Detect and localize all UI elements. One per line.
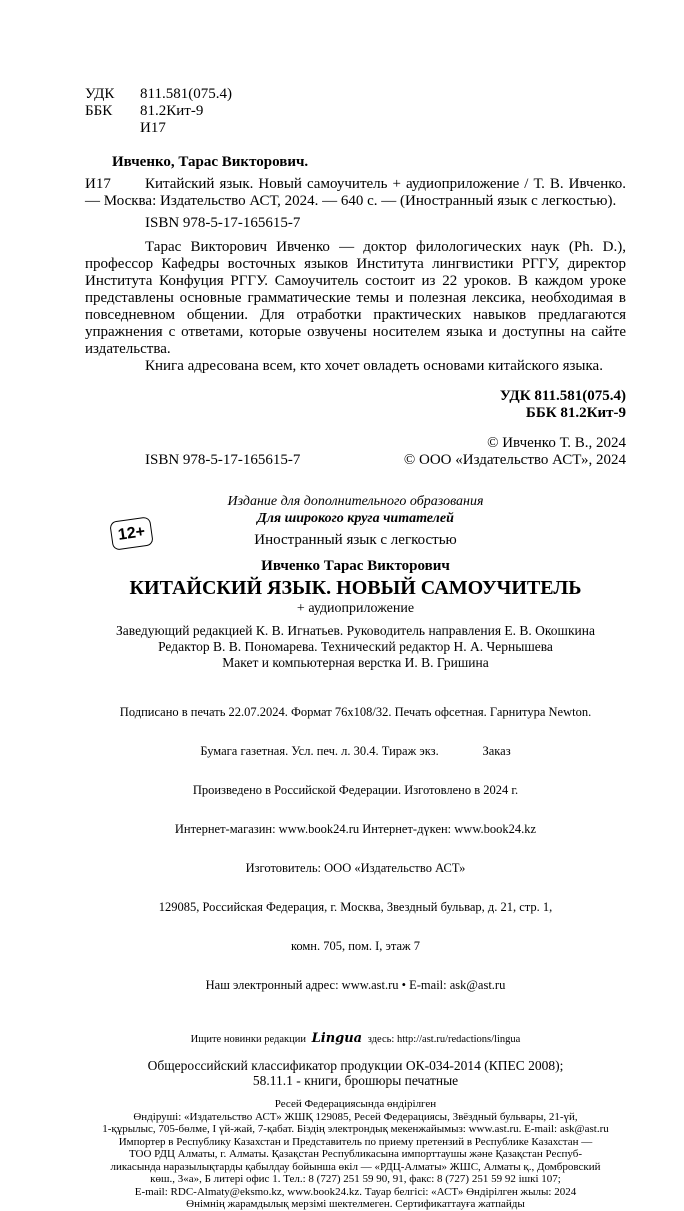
book-author: Ивченко Тарас Викторович [261, 558, 450, 574]
kazakh-line-2: Өндіруші: «Издательство АСТ» ЖШҚ 129085, Ресей Федерациясы, Звёздный бульвары, 21-үй, [133, 1110, 578, 1123]
imprint-line-3: Произведено в Российской Федерации. Изготовлено в 2024 г. [192, 783, 519, 797]
bbk-row [85, 103, 626, 120]
book-title: КИТАЙСКИЙ ЯЗЫК. НОВЫЙ САМОУЧИТЕЛЬ [129, 577, 582, 599]
imprint-block [85, 680, 626, 1018]
kazakh-line-3: 1-құрылыс, 705-бөлме, I үй-жай, 7-қабат. Біздің электрондық мекенжайымыз: www.ast.ru. E-mail: ask@ast.ru [102, 1123, 609, 1135]
author-heading: Ивченко, Тарас Викторович. [112, 154, 309, 170]
imprint-page [85, 86, 626, 1211]
imprint-line-7: комн. 705, пом. I, этаж 7 [290, 939, 421, 953]
udk-value: 811.581(075.4) [140, 86, 232, 102]
staff-line-1: Заведующий редакцией К. В. Игнатьев. Руководитель направления Е. В. Окошкина [116, 623, 595, 638]
imprint-line-8: Наш электронный адрес: www.ast.ru • E-mail: ask@ast.ru [205, 978, 506, 992]
imprint-line-1: Подписано в печать 22.07.2024. Формат 76х108/32. Печать офсетная. Гарнитура Newton. [119, 705, 592, 719]
imprint-line-6: 129085, Российская Федерация, г. Москва, Звездный бульвар, д. 21, стр. 1, [158, 900, 553, 914]
kazakh-block [85, 1098, 626, 1211]
annotation-paragraph-2: Книга адресована всем, кто хочет овладеть основами китайского языка. [145, 358, 603, 374]
udk-bold: УДК 811.581(075.4) [499, 388, 626, 404]
classifier-line-2: 58.11.1 - книги, брошюры печатные [252, 1073, 459, 1088]
edition-section [85, 493, 626, 549]
copyright-block [404, 435, 626, 469]
catalog-text: Китайский язык. Новый самоучитель + аудиоприложение / Т. В. Ивченко. — Москва: Издательство АСТ, 2024. — 640 с. — (Иностранный язык с легкостью). [85, 176, 626, 209]
lingua-logo-icon: Lingua [311, 1031, 363, 1046]
age-rating-badge: 12+ [109, 516, 154, 550]
kazakh-line-7: көш., 3«а», Б литері офис 1. Тел.: 8 (727) 251 59 90, 91, факс: 8 (727) 251 59 92 ішкі 107; [150, 1173, 561, 1185]
udk-label: УДК [85, 86, 115, 102]
annotation-paragraph-1: Тарас Викторович Ивченко — доктор филологических наук (Ph. D.), профессор Кафедры восточных языков Института лингвистики РГГУ, директор Института Конфуция РГГУ. Самоучитель состоит из 22 уроков. В каждом уроке представлены основные грамматические темы и полезная лексика, необходимая в повседневном общении. Для отработки практических навыков предлагаются упражнения с ответами, которые озвучены носителем языка и доступны на сайте издательства. [85, 239, 626, 357]
kazakh-line-6: ликасында наразылықтарды қабылдау бойынша өкіл — «РДЦ-Алматы» ЖШС, Алматы қ., Домбровский [110, 1160, 601, 1173]
catalog-code: И17 [85, 176, 111, 192]
imprint-line-4: Интернет-магазин: www.book24.ru Интернет-дүкен: www.book24.kz [174, 822, 537, 836]
kazakh-line-8: E-mail: RDC-Almaty@eksmo.kz, www.book24.kz. Тауар белгісі: «АСТ» Өндірілген жылы: 2024 [134, 1185, 577, 1198]
lingua-line [85, 1030, 626, 1048]
classification-block [85, 86, 626, 137]
copyright-publisher: © ООО «Издательство АСТ», 2024 [403, 452, 626, 468]
kazakh-line-5: ТОО РДЦ Алматы, г. Алматы. Қазақстан Республикасына импорттаушы және Қазақстан Респуб- [128, 1148, 583, 1160]
staff-line-2: Редактор В. В. Пономарева. Технический редактор Н. А. Чернышева [158, 639, 553, 654]
udk-row [85, 86, 626, 103]
classifier-block [85, 1058, 626, 1088]
bbk-bold: ББК 81.2Кит-9 [525, 405, 626, 421]
isbn-top: ISBN 978-5-17-165615-7 [145, 215, 301, 231]
kazakh-line-9: Өнімнің жарамдылық мерзімі шектелмеген. Сертификаттауға жатпайды [186, 1198, 525, 1210]
bbk-label: ББК [85, 103, 113, 119]
lingua-prefix: Ищите новинки редакции [190, 1034, 306, 1045]
catalog-entry [85, 176, 626, 210]
codes-bold-block [85, 388, 626, 422]
book-subtitle: + аудиоприложение [296, 601, 415, 616]
copyright-author: © Ивченко Т. В., 2024 [487, 435, 626, 451]
staff-block [85, 623, 626, 671]
staff-line-3: Макет и компьютерная верстка И. В. Гришина [222, 655, 489, 670]
isbn-bottom: ISBN 978-5-17-165615-7 [145, 452, 301, 468]
isbn-copyright-row [85, 435, 626, 469]
series-note: Иностранный язык с легкостью [254, 532, 457, 548]
imprint-line-5: Изготовитель: ООО «Издательство АСТ» [245, 861, 466, 875]
lingua-suffix: здесь: http://ast.ru/redactions/lingua [367, 1034, 521, 1045]
imprint-line-2: Бумага газетная. Усл. печ. л. 30.4. Тираж экз. Заказ [200, 744, 511, 758]
edition-note-2: Для широкого круга читателей [257, 511, 454, 526]
bbk-value: 81.2Кит-9 [140, 103, 204, 119]
author-sign: И17 [140, 120, 166, 136]
edition-note-1: Издание для дополнительного образования [227, 494, 484, 509]
kazakh-line-1: Ресей Федерациясында өндірілген [274, 1098, 437, 1110]
classifier-line-1: Общероссийский классификатор продукции ОК-034-2014 (КПЕС 2008); [147, 1058, 564, 1073]
kazakh-line-4: Импортер в Республику Казахстан и Представитель по приему претензий в Республике Казахстан — [118, 1135, 593, 1148]
edition-notes [85, 493, 626, 527]
